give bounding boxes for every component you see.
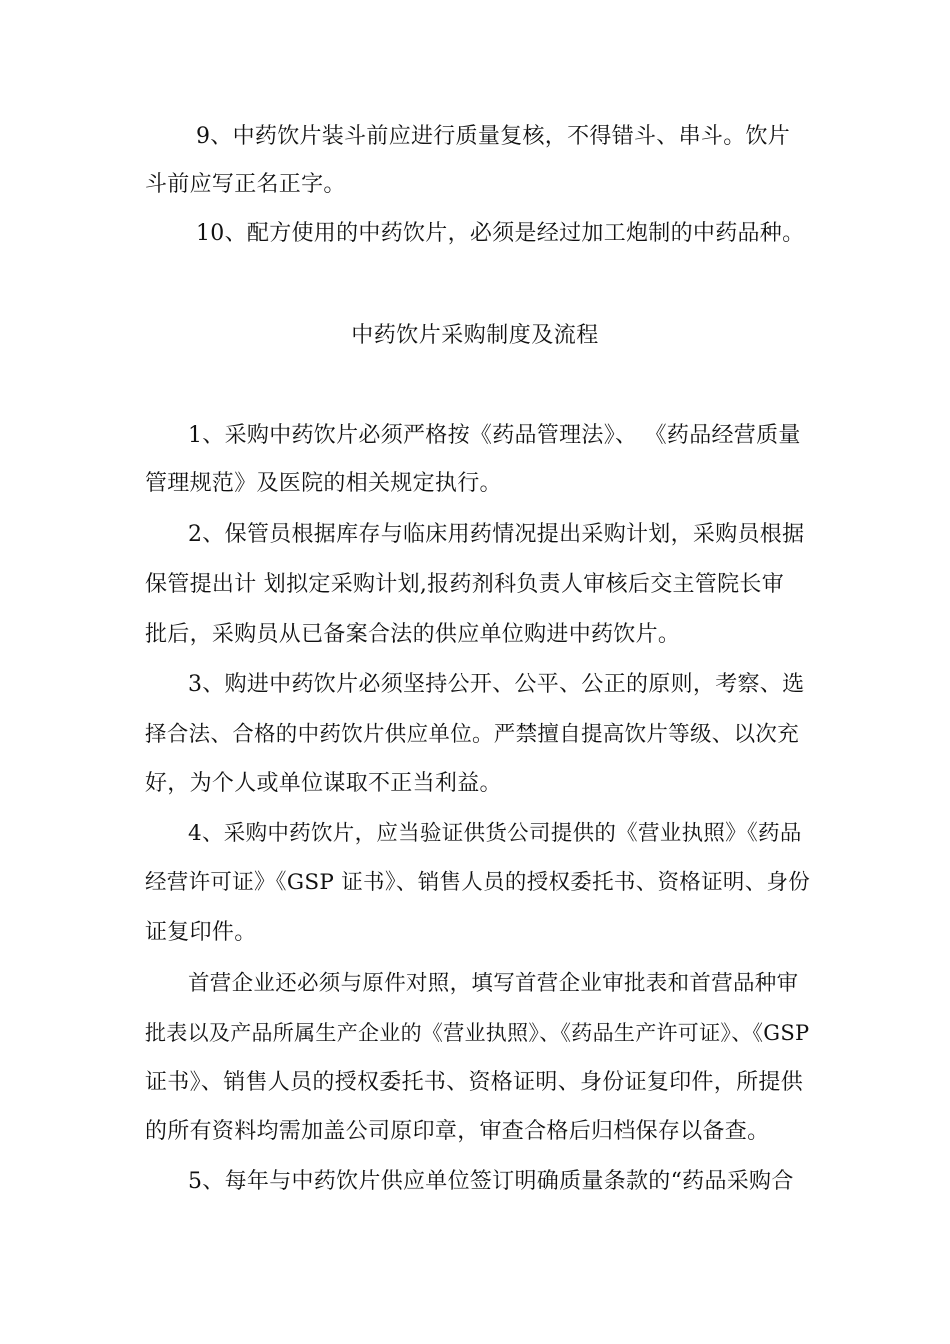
item-10-line-1: 10、配方使用的中药饮片，必须是经过加工炮制的中药品种。 [196, 221, 805, 246]
section-title: 中药饮片采购制度及流程 [351, 323, 599, 348]
para-5-line-2: 批表以及产品所属生产企业的《营业执照》、《药品生产许可证》、《GSP [145, 1021, 810, 1045]
para-2-line-3: 批后，采购员从已备案合法的供应单位购进中药饮片。 [145, 622, 681, 647]
para-4-line-2: 经营许可证》《GSP 证书》、销售人员的授权委托书、资格证明、身份 [145, 870, 811, 895]
para-1-line-2: 管理规范》及医院的相关规定执行。 [145, 471, 502, 496]
para-2-line-1: 2、保管员根据库存与临床用药情况提出采购计划，采购员根据 [188, 522, 805, 547]
para-5-line-3: 证书》、销售人员的授权委托书、资格证明、身份证复印件，所提供 [145, 1070, 804, 1095]
item-9-line-1: 9、中药饮片装斗前应进行质量复核，不得错斗、串斗。饮片 [196, 124, 791, 149]
para-5-line-4: 的所有资料均需加盖公司原印章，审查合格后归档保存以备查。 [145, 1119, 770, 1144]
item-9-line-2: 斗前应写正名正字。 [145, 172, 346, 197]
para-3-line-1: 3、购进中药饮片必须坚持公开、公平、公正的原则，考察、选 [188, 672, 805, 697]
para-5-line-1: 首营企业还必须与原件对照，填写首营企业审批表和首营品种审 [188, 971, 799, 996]
para-4-line-3: 证复印件。 [145, 920, 257, 945]
para-4-line-1: 4、采购中药饮片，应当验证供货公司提供的《营业执照》《药品 [188, 821, 802, 846]
para-1-line-1: 1、采购中药饮片必须严格按《药品管理法》、 《药品经营质量 [188, 423, 801, 448]
para-6-line-1: 5、每年与中药饮片供应单位签订明确质量条款的“药品采购合 [188, 1169, 794, 1194]
para-3-line-2: 择合法、合格的中药饮片供应单位。严禁擅自提高饮片等级、以次充 [145, 722, 800, 747]
para-2-line-2: 保管提出计 划拟定采购计划,报药剂科负责人审核后交主管院长审 [145, 572, 784, 597]
para-3-line-3: 好，为个人或单位谋取不正当利益。 [145, 771, 502, 796]
